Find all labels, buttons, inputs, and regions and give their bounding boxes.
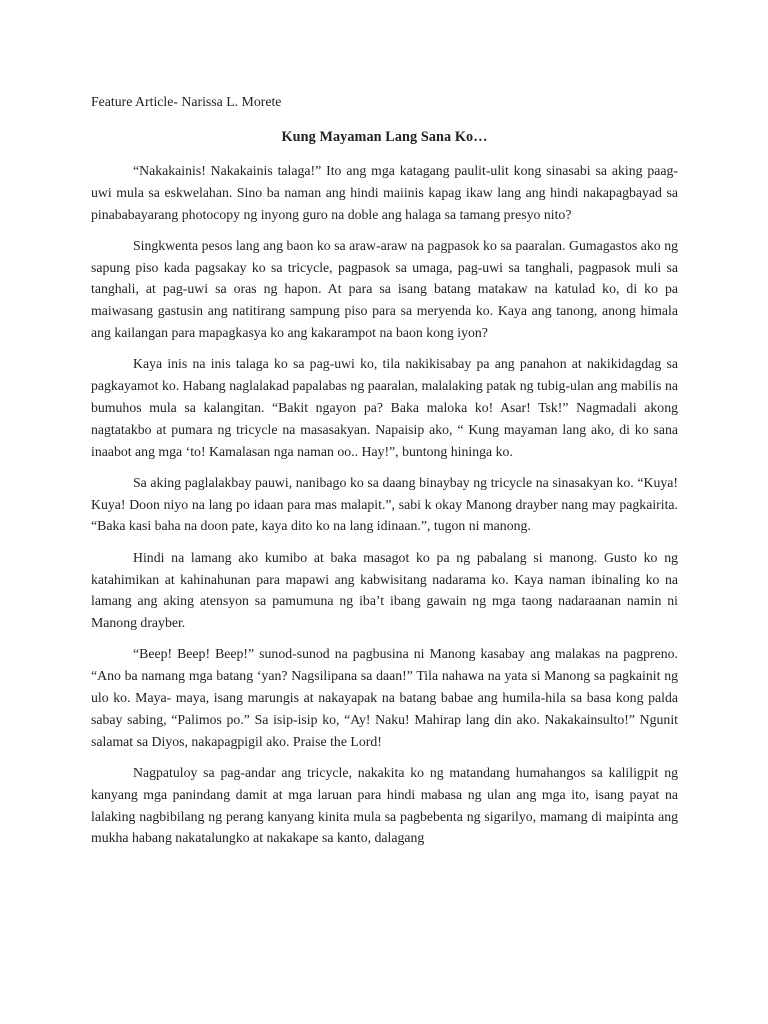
- byline: Feature Article- Narissa L. Morete: [91, 94, 282, 109]
- paragraph: “Beep! Beep! Beep!” sunod-sunod na pagbusina ni Manong kasabay ang malakas na pagpreno. “Ano ba namang mga batang ‘yan? Nagsilipana sa daan!” Tila nahawa na yata si Manong sa pagkainit ng ulo ko. Maya- maya, isang marungis at nakayapak na batang babae ang humila-hila sa basa kong palda sabay sabing, “Palimos po.” Sa isip-isip ko, “Ay! Naku! Mahirap lang din ako. Nakakainsulto!” Ngunit salamat sa Diyos, nakapagpigil ako. Praise the Lord!: [91, 646, 678, 749]
- paragraph: Sa aking paglalakbay pauwi, nanibago ko sa daang binaybay ng tricycle na sinasakyan ko. “Kuya! Kuya! Doon niyo na lang po idaan para mas malapit.”, sabi k okay Manong drayber nang may pagkairita. “Baka kasi baha na doon pate, kaya dito ko na lang idinaan.”, tugon ni manong.: [91, 474, 678, 534]
- article-title: Kung Mayaman Lang Sana Ko…: [281, 129, 488, 145]
- article-body: [91, 160, 678, 859]
- paragraph: Singkwenta pesos lang ang baon ko sa araw-araw na pagpasok ko sa paaralan. Gumagastos ako ng sapung piso kada pagsakay ko sa tricycle, pagpasok sa umaga, pag-uwi sa tanghali, pagpasok muli sa tanghali, at pag-uwi sa oras ng hapon. At para sa isang batang matakaw na katulad ko, di ko pa maiwasang gastusin ang natitirang sampung piso para sa meryenda ko. Kaya ang tanong, anong himala ang kailangan para mapagkasya ko ang kakarampot na baon kong iyon?: [91, 237, 678, 341]
- paragraph: Hindi na lamang ako kumibo at baka masagot ko pa ng pabalang si manong. Gusto ko ng katahimikan at kahinahunan para mapawi ang kabwisitang nadarama ko. Kaya naman ibinaling ko na lamang ang aking atensyon sa pamumuna ng iba’t ibang gawain ng mga taong nadaraanan namin ni Manong drayber.: [91, 549, 678, 631]
- paragraph: “Nakakainis! Nakakainis talaga!” Ito ang mga katagang paulit-ulit kong sinasabi sa aking paag-uwi mula sa eskwelahan. Sino ba naman ang hindi maiinis kapag ikaw lang ang hindi nakapagbayad sa pinababayarang photocopy ng inyong guro na doble ang halaga sa tamang presyo nito?: [91, 163, 678, 222]
- paragraph: Nagpatuloy sa pag-andar ang tricycle, nakakita ko ng matandang humahangos sa kaliligpit ng kanyang mga panindang damit at mga laruan para hindi mabasa ng ulan ang mga ito, isang payat na lalaking nagbibilang ng perang kanyang kinita mula sa pagbebenta ng sigarilyo, mamang di maipinta ang mukha habang nakatalungko at nakakape sa kanto, dalagang: [91, 764, 678, 846]
- paragraph: Kaya inis na inis talaga ko sa pag-uwi ko, tila nakikisabay pa ang panahon at nakikidagdag sa pagkayamot ko. Habang naglalakad papalabas ng paaralan, malalaking patak ng tubig-ulan ang mabilis na bumuhos mula sa kalangitan. “Bakit ngayon pa? Baka maloka ko! Asar! Tsk!” Nagmadali akong nagtatakbo at pumara ng tricycle na masasakyan. Napaisip ako, “ Kung mayaman lang ako, di ko sana inaabot ang mga ‘to! Kamalasan nga naman oo.. Hay!”, buntong hininga ko.: [91, 356, 678, 459]
